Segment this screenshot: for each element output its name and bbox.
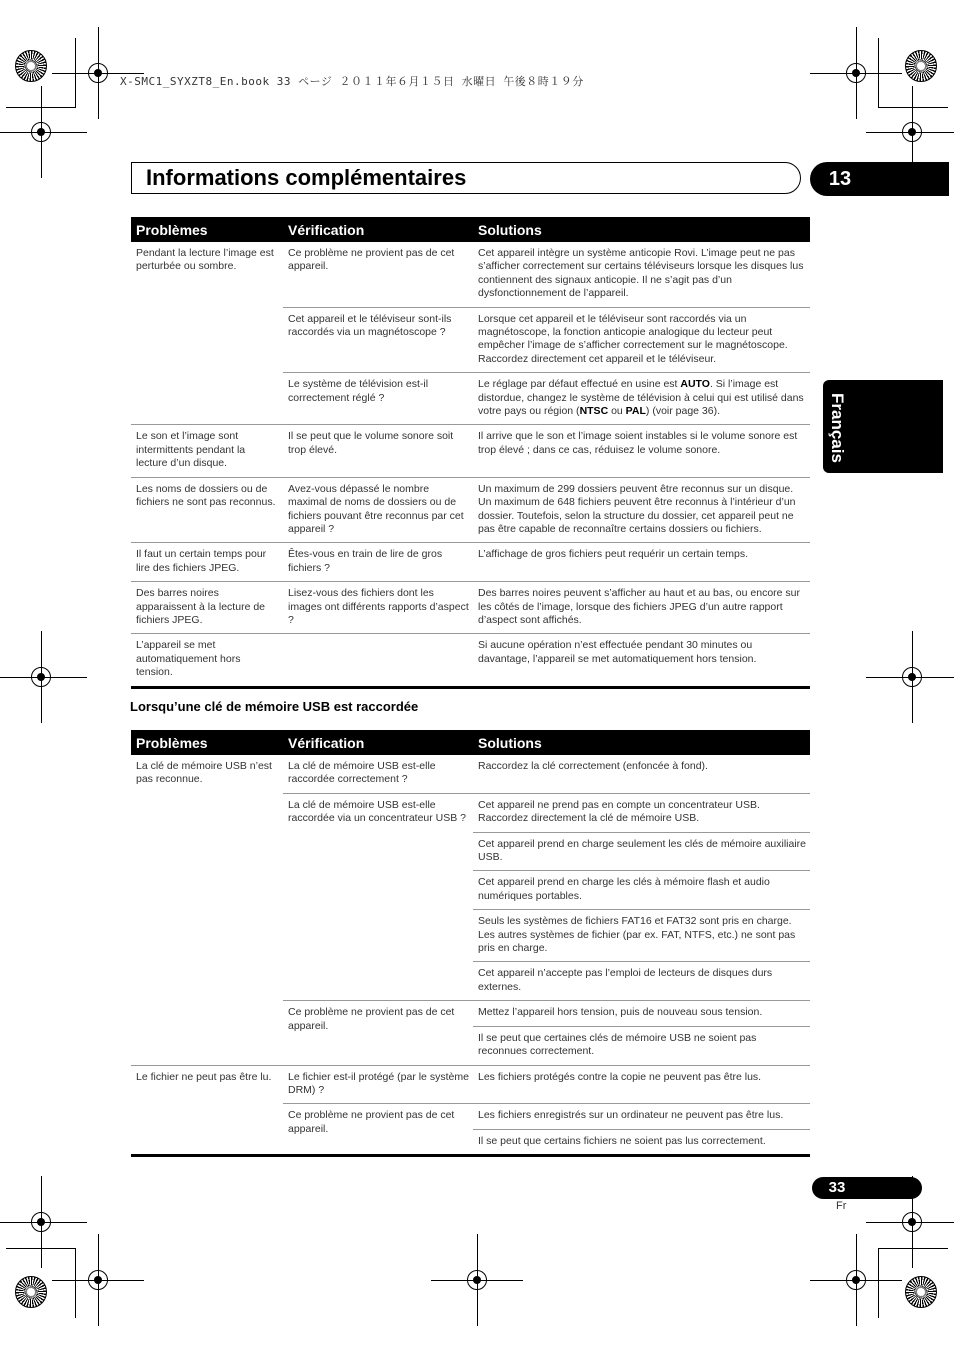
problem-cell: Des barres noires apparaissent à la lecture de fichiers JPEG.	[131, 582, 283, 634]
solution-cell: Mettez l’appareil hors tension, puis de nouveau sous tension.	[473, 1001, 810, 1026]
column-header-solutions: Solutions	[473, 217, 810, 242]
trim-mark	[75, 38, 76, 108]
column-header-check: Vérification	[283, 730, 473, 755]
table-header-row	[131, 730, 810, 755]
problem-cell: Le fichier ne peut pas être lu.	[131, 1065, 283, 1156]
column-header-problems: Problèmes	[131, 217, 283, 242]
table-row	[131, 582, 810, 634]
trim-mark	[75, 1248, 76, 1318]
table-row	[131, 477, 810, 543]
trim-mark	[878, 107, 948, 108]
solution-cell: Il se peut que certaines clés de mémoire USB ne soient pas reconnues correctement.	[473, 1026, 810, 1065]
trim-mark	[878, 1248, 879, 1318]
solution-cell: Il arrive que le son et l’image soient instables si le volume sonore est trop élevé ; dans ce cas, réduisez le volume sonore.	[473, 425, 810, 477]
solution-cell: Si aucune opération n’est effectuée pendant 30 minutes ou davantage, l’appareil se met automatiquement hors tension.	[473, 634, 810, 687]
check-cell-empty	[283, 634, 473, 687]
solution-cell: Seuls les systèmes de fichiers FAT16 et FAT32 sont pris en charge. Les autres systèmes de fichier (par ex. FAT, NTFS, etc.) ne sont pas pris en charge.	[473, 910, 810, 962]
check-cell: Le fichier est-il protégé (par le système DRM) ?	[283, 1065, 473, 1104]
solution-cell: Les fichiers enregistrés sur un ordinateur ne peuvent pas être lus.	[473, 1104, 810, 1129]
troubleshooting-table	[131, 217, 810, 689]
solution-cell: Raccordez la clé correctement (enfoncée à fond).	[478, 760, 708, 772]
problem-cell: Pendant la lecture l’image est perturbée ou sombre.	[136, 247, 274, 273]
table-row	[131, 1065, 810, 1104]
table-row	[131, 634, 810, 687]
solution-cell: Il se peut que certains fichiers ne soient pas lus correctement.	[473, 1129, 810, 1155]
solution-cell	[473, 373, 810, 425]
problem-cell: Les noms de dossiers ou de fichiers ne sont pas reconnus.	[131, 477, 283, 543]
column-header-solutions: Solutions	[473, 730, 810, 755]
problem-cell: L’appareil se met automatiquement hors tension.	[131, 634, 283, 687]
registration-rosette-icon	[905, 50, 937, 82]
print-header-line: X-SMC1_SYXZT8_En.book 33 ページ ２０１１年６月１５日 水曜日 午後８時１９分	[120, 75, 584, 88]
solution-text: ou	[608, 405, 626, 418]
registration-rosette-icon	[15, 50, 47, 82]
check-cell: Ce problème ne provient pas de cet appareil.	[283, 1001, 473, 1065]
column-header-problems: Problèmes	[131, 730, 283, 755]
problem-cell: La clé de mémoire USB n’est pas reconnue.	[136, 760, 272, 786]
registration-rosette-icon	[15, 1276, 47, 1308]
solution-cell: Cet appareil n’accepte pas l’emploi de lecteurs de disques durs externes.	[473, 962, 810, 1001]
check-cell: Le système de télévision est-il correctement réglé ?	[283, 373, 473, 425]
check-cell: Ce problème ne provient pas de cet appareil.	[288, 247, 455, 273]
setting-ntsc: NTSC	[579, 405, 609, 418]
trim-mark	[6, 1248, 76, 1249]
setting-pal: PAL	[625, 405, 646, 418]
solution-cell: Cet appareil intègre un système anticopie Rovi. L’image peut ne pas s’afficher correctement sur certains téléviseurs lorsque les disques lus contiennent des signaux anticopie. Il ne s’agit pas d’un dysfonctionnement de l’appareil.	[478, 247, 804, 300]
language-side-label: Français	[828, 393, 847, 463]
solution-cell: Lorsque cet appareil et le téléviseur sont raccordés via un magnétoscope, la fonction anticopie analogique du lecteur peut empêcher l’image de s’afficher correctement sur le magnétoscope. Raccordez directement cet appareil et le téléviseur.	[473, 307, 810, 373]
solution-cell: Un maximum de 299 dossiers peuvent être reconnus sur un disque. Un maximum de 648 fichiers peuvent être reconnus à l’intérieur d’un dossier. Toutefois, selon la structure du dossier, cet appareil peut ne pas être capable de reconnaître certains dossiers ou fichiers.	[473, 477, 810, 543]
check-cell: Avez-vous dépassé le nombre maximal de noms de dossiers ou de fichiers pouvant être reconnus par cet appareil ?	[283, 477, 473, 543]
problem-cell: Il faut un certain temps pour lire des fichiers JPEG.	[131, 543, 283, 582]
page-language-code: Fr	[836, 1200, 847, 1212]
page-title: Informations complémentaires	[146, 165, 467, 190]
check-cell: La clé de mémoire USB est-elle raccordée via un concentrateur USB ?	[283, 793, 473, 1000]
problem-cell: Le son et l’image sont intermittents pendant la lecture d’un disque.	[131, 425, 283, 477]
solution-cell: Cet appareil prend en charge seulement les clés de mémoire auxiliaire USB.	[473, 832, 810, 871]
check-cell: Il se peut que le volume sonore soit trop élevé.	[283, 425, 473, 477]
trim-mark	[878, 38, 879, 108]
column-header-check: Vérification	[283, 217, 473, 242]
table-row	[131, 425, 810, 477]
trim-mark	[6, 107, 76, 108]
solution-text: ) (voir page 36).	[645, 405, 721, 418]
solution-text: Le réglage par défaut effectué en usine est	[478, 378, 681, 391]
table-row	[131, 242, 810, 307]
check-cell: Lisez-vous des fichiers dont les images ont différents rapports d’aspect ?	[283, 582, 473, 634]
table-header-row	[131, 217, 810, 242]
check-cell: Êtes-vous en train de lire de gros fichiers ?	[283, 543, 473, 582]
solution-cell: Cet appareil ne prend pas en compte un concentrateur USB. Raccordez directement la clé de mémoire USB.	[473, 793, 810, 832]
page-number: 33	[828, 1179, 846, 1196]
usb-troubleshooting-table	[131, 730, 810, 1157]
trim-mark	[878, 1248, 948, 1249]
table-row	[131, 755, 810, 793]
solution-cell: L’affichage de gros fichiers peut requérir un certain temps.	[473, 543, 810, 582]
section-heading-usb: Lorsqu’une clé de mémoire USB est raccordée	[130, 699, 419, 714]
check-cell: Cet appareil et le téléviseur sont-ils raccordés via un magnétoscope ?	[283, 307, 473, 373]
setting-auto: AUTO	[680, 378, 710, 391]
table-row	[131, 543, 810, 582]
chapter-number: 13	[828, 168, 852, 190]
check-cell: Ce problème ne provient pas de cet appareil.	[283, 1104, 473, 1156]
registration-rosette-icon	[905, 1276, 937, 1308]
check-cell: La clé de mémoire USB est-elle raccordée correctement ?	[288, 760, 436, 786]
solution-cell: Des barres noires peuvent s’afficher au haut et au bas, ou encore sur les côtés de l’image, lorsque des fichiers JPEG d’un autre rapport d’aspect sont affichés.	[473, 582, 810, 634]
solution-cell: Cet appareil prend en charge les clés à mémoire flash et audio numériques portables.	[473, 871, 810, 910]
solution-cell: Les fichiers protégés contre la copie ne peuvent pas être lus.	[473, 1065, 810, 1104]
solution-text: . Si l’image est distordue, changez le système de télévision à celui qui est utilisé dans votre pays ou région (	[478, 378, 804, 418]
